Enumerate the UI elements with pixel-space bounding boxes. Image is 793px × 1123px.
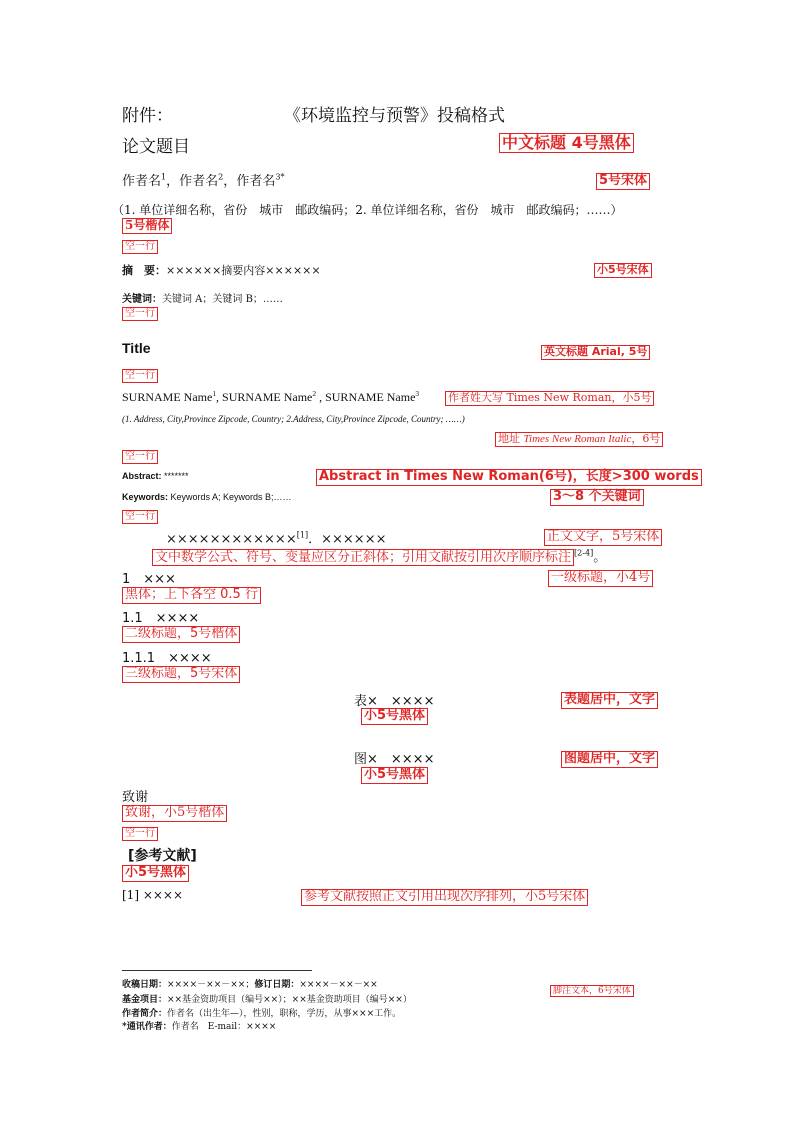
reference-item-1: [1] ××××	[122, 888, 184, 902]
bio-value: 作者名（出生年—），性别，职称，学历，从事×××工作。	[167, 1009, 402, 1019]
blank-line-marker-4: 空一行	[122, 450, 158, 464]
address-note-size: ，6号	[631, 432, 661, 445]
footnote-corresponding	[122, 1019, 276, 1032]
attachment-label: 附件：	[122, 106, 173, 126]
table-caption-font-note: 小5号黑体	[361, 708, 428, 725]
cn-author-1: 作者名	[122, 174, 162, 189]
cn-author-sep-2: ，	[223, 174, 237, 189]
cn-author-2-mark: 2	[218, 172, 224, 182]
math-rule-line	[152, 546, 606, 566]
authors-font-note: 5号宋体	[596, 173, 650, 190]
cn-keywords-text: 关键词 A；关键词 B；……	[162, 294, 283, 305]
received-value: ××××－××－××；	[167, 980, 255, 990]
cn-author-1-mark: 1	[161, 172, 167, 182]
received-label: 收稿日期：	[122, 980, 168, 990]
cn-authors-line	[122, 170, 284, 189]
cn-keywords-label: 关键词：	[122, 294, 162, 305]
math-rule-end: 。	[593, 550, 607, 565]
heading-1-font-note: 一级标题，小4号	[548, 570, 653, 587]
revised-label: 修订日期：	[254, 980, 300, 990]
blank-line-marker-2: 空一行	[122, 307, 158, 321]
en-author-2-mark: 2	[312, 389, 317, 398]
en-abstract-font-note: Abstract in Times New Roman(6号)，长度>300 words	[316, 469, 702, 486]
en-author-sep-2: ,	[316, 390, 326, 404]
document-title: 《环境监控与预警》投稿格式	[284, 106, 505, 126]
en-keywords-label: Keywords:	[122, 492, 171, 502]
cn-abstract-label: 摘 要：	[122, 264, 166, 277]
figure-caption-note: 图题居中，文字	[561, 751, 658, 768]
address-note-label: 地址	[498, 432, 520, 445]
figure-caption: 图× ××××	[354, 752, 435, 767]
en-affiliation: (1. Address, City,Province Zipcode, Country; 2.Address, City,Province Zipcode, Country; ……)	[122, 414, 465, 424]
heading-level-1: 1 ×××	[122, 572, 176, 587]
acknowledgements-heading: 致谢	[122, 790, 149, 805]
fund-value: ××基金资助项目（编号××）；××基金资助项目（编号××）	[167, 995, 412, 1005]
blank-line-marker-3: 空一行	[122, 369, 158, 383]
en-author-sep-1: ,	[216, 390, 223, 404]
en-author-1: SURNAME Name	[122, 390, 213, 404]
corr-label: *通讯作者：	[122, 1022, 172, 1032]
table-caption: 表× ××××	[354, 694, 435, 709]
main-text: ××××××××××××	[166, 532, 297, 547]
math-rule-note: 文中数学公式、符号、变量应区分正斜体；引用文献按引用次序顺序标注	[152, 549, 574, 566]
references-heading-font-note: 小5号黑体	[122, 865, 189, 882]
heading-3-font-note: 三级标题，5号宋体	[122, 666, 240, 683]
main-text-ref: [1]	[296, 530, 309, 540]
table-caption-note: 表题居中，文字	[561, 692, 658, 709]
cn-author-3-mark: 3*	[275, 172, 285, 182]
en-title-font-note: 英文标题 Arial, 5号	[541, 345, 650, 360]
en-keywords	[122, 492, 292, 502]
footnote-divider	[122, 970, 312, 971]
footnote-bio	[122, 1006, 401, 1019]
cn-keywords	[122, 290, 283, 305]
heading-1-spacing-note: 黑体；上下各空 0.5 行	[122, 587, 261, 604]
title-font-note: 中文标题 4号黑体	[499, 133, 634, 153]
affiliation-font-note: 5号楷体	[122, 218, 172, 234]
main-text-sample	[166, 528, 386, 547]
cn-abstract-text: ××××××摘要内容××××××	[166, 264, 321, 277]
revised-value: ××××－××－××	[299, 980, 378, 990]
acknowledgements-font-note: 致谢，小5号楷体	[122, 805, 227, 822]
cn-affiliation: （1. 单位详细名称，省份 城市 邮政编码；2. 单位详细名称，省份 城市 邮政编码；……）	[112, 203, 623, 217]
footnote-received	[122, 977, 378, 990]
paper-title: 论文题目	[122, 137, 190, 157]
cn-author-3: 作者名	[236, 174, 276, 189]
blank-line-marker-5: 空一行	[122, 510, 158, 524]
math-rule-ref: [2-4]	[574, 548, 594, 558]
keywords-count-note: 3～8 个关键词	[550, 489, 644, 506]
fund-label: 基金项目：	[122, 995, 168, 1005]
en-address-font-note	[495, 432, 663, 447]
cn-author-2: 作者名	[179, 174, 219, 189]
en-abstract-label: Abstract:	[122, 471, 165, 481]
blank-line-marker-1: 空一行	[122, 240, 158, 254]
en-abstract-text: *******	[164, 471, 189, 481]
en-author-3-mark: 3	[415, 389, 420, 398]
heading-2-font-note: 二级标题，5号楷体	[122, 626, 240, 643]
en-author-1-mark: 1	[212, 389, 217, 398]
address-note-font: Times New Roman Italic	[523, 433, 632, 445]
heading-level-2: 1.1 ××××	[122, 611, 200, 626]
abstract-font-note: 小5号宋体	[594, 263, 652, 278]
figure-caption-font-note: 小5号黑体	[361, 767, 428, 784]
en-authors-font-note: 作者姓大写 Times New Roman，小5号	[445, 391, 654, 406]
blank-line-marker-6: 空一行	[122, 827, 158, 841]
references-heading: [参考文献]	[128, 848, 197, 864]
en-author-2: SURNAME Name	[222, 390, 313, 404]
corr-value: 作者名 E-mail：××××	[171, 1022, 277, 1032]
footnote-font-note: 脚注文本，6号宋体	[550, 985, 634, 997]
en-title: Title	[122, 340, 151, 356]
cn-abstract	[122, 262, 321, 278]
en-author-3: SURNAME Name	[325, 390, 416, 404]
main-text-2: ．××××××	[308, 532, 387, 547]
main-text-font-note: 正文文字，5号宋体	[544, 529, 662, 546]
footnote-fund	[122, 992, 412, 1005]
bio-label: 作者简介：	[122, 1009, 168, 1019]
en-keywords-text: Keywords A; Keywords B;……	[170, 492, 292, 502]
heading-level-3: 1.1.1 ××××	[122, 651, 212, 666]
cn-author-sep-1: ，	[166, 174, 180, 189]
en-abstract	[122, 471, 189, 481]
references-order-note: 参考文献按照正文引用出现次序排列，小5号宋体	[301, 889, 588, 906]
en-authors-line	[122, 390, 419, 405]
